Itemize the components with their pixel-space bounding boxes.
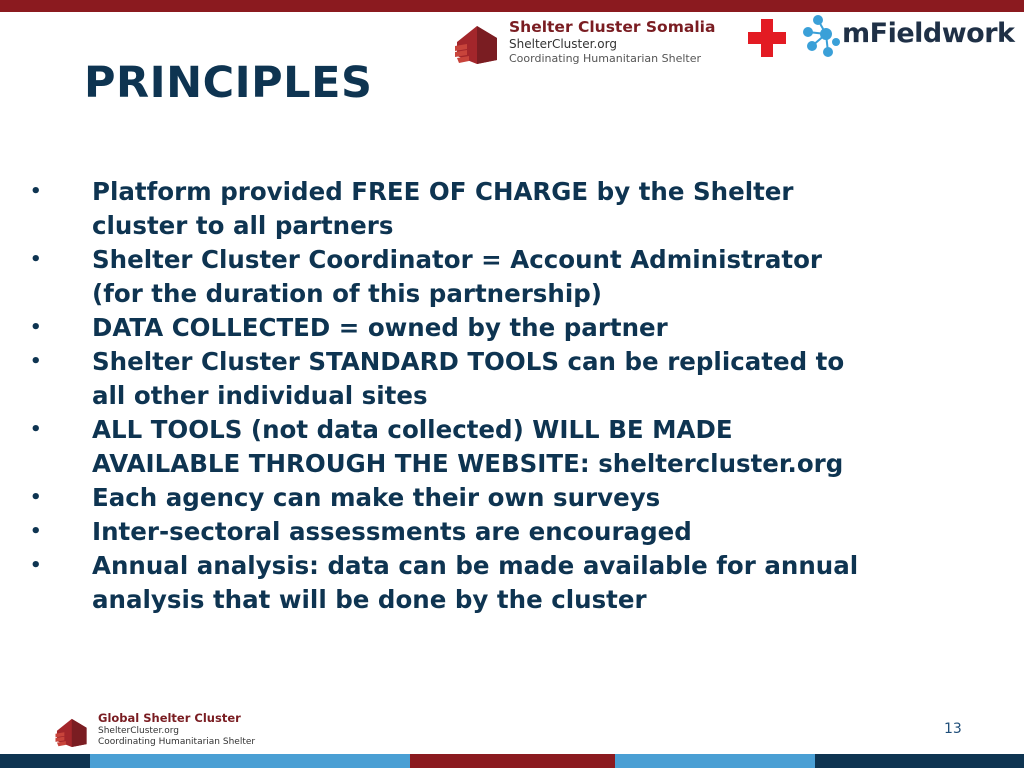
bullet-line1: DATA COLLECTED = owned by the partner <box>92 313 668 342</box>
global-logo-tagline: Coordinating Humanitarian Shelter <box>98 737 256 747</box>
red-cross-icon <box>746 17 788 59</box>
somalia-logo-site: ShelterCluster.org <box>509 37 617 51</box>
bullet-line1: Shelter Cluster STANDARD TOOLS can be replicated to <box>92 347 845 376</box>
bullet-item <box>0 175 992 243</box>
somalia-logo-name: Shelter Cluster Somalia <box>509 18 716 36</box>
bullet-line2: AVAILABLE THROUGH THE WEBSITE: sheltercluster.org <box>92 449 844 478</box>
bullet-line1: Inter-sectoral assessments are encouraged <box>92 517 692 546</box>
hands-house-icon <box>54 710 94 750</box>
molecule-icon <box>800 12 844 64</box>
bullet-line1: Shelter Cluster Coordinator = Account Administrator <box>92 245 822 274</box>
bullet-dot: • <box>30 351 42 372</box>
hands-house-icon <box>453 16 507 66</box>
bullet-line2: analysis that will be done by the cluster <box>92 585 647 614</box>
bullet-dot: • <box>30 521 42 542</box>
mfieldwork-logo <box>800 12 1015 64</box>
bullet-line1: Annual analysis: data can be made available for annual <box>92 551 859 580</box>
bullet-line1: Each agency can make their own surveys <box>92 483 661 512</box>
bullet-item <box>0 549 992 617</box>
bullet-dot: • <box>30 555 42 576</box>
page-number: 13 <box>944 721 962 737</box>
bullet-item <box>0 345 992 413</box>
bullet-item <box>0 413 992 481</box>
bullet-item <box>0 311 992 345</box>
mfieldwork-wordmark: mFieldwork <box>842 18 1015 49</box>
bullet-dot: • <box>30 317 42 338</box>
bullet-line2: (for the duration of this partnership) <box>92 279 602 308</box>
bullet-item <box>0 515 992 549</box>
bullet-line1: Platform provided FREE OF CHARGE by the Shelter <box>92 177 794 206</box>
global-logo-site: ShelterCluster.org <box>98 726 179 736</box>
bottom-accent-bar <box>0 754 1024 768</box>
bullet-line1: ALL TOOLS (not data collected) WILL BE MADE <box>92 415 733 444</box>
bullet-line2: all other individual sites <box>92 381 428 410</box>
global-logo-name: Global Shelter Cluster <box>98 711 241 725</box>
slide-title: PRINCIPLES <box>84 58 373 108</box>
bullet-line2: cluster to all partners <box>92 211 394 240</box>
top-accent-bar <box>0 0 1024 12</box>
global-shelter-cluster-logo <box>54 710 274 750</box>
somalia-logo-tagline: Coordinating Humanitarian Shelter <box>509 52 701 65</box>
bullet-item <box>0 243 992 311</box>
bullet-dot: • <box>30 181 42 202</box>
bullet-dot: • <box>30 487 42 508</box>
bullet-item <box>0 481 992 515</box>
shelter-cluster-somalia-logo <box>453 16 723 68</box>
bullet-dot: • <box>30 249 42 270</box>
bullet-dot: • <box>30 419 42 440</box>
principles-list <box>0 175 1024 617</box>
